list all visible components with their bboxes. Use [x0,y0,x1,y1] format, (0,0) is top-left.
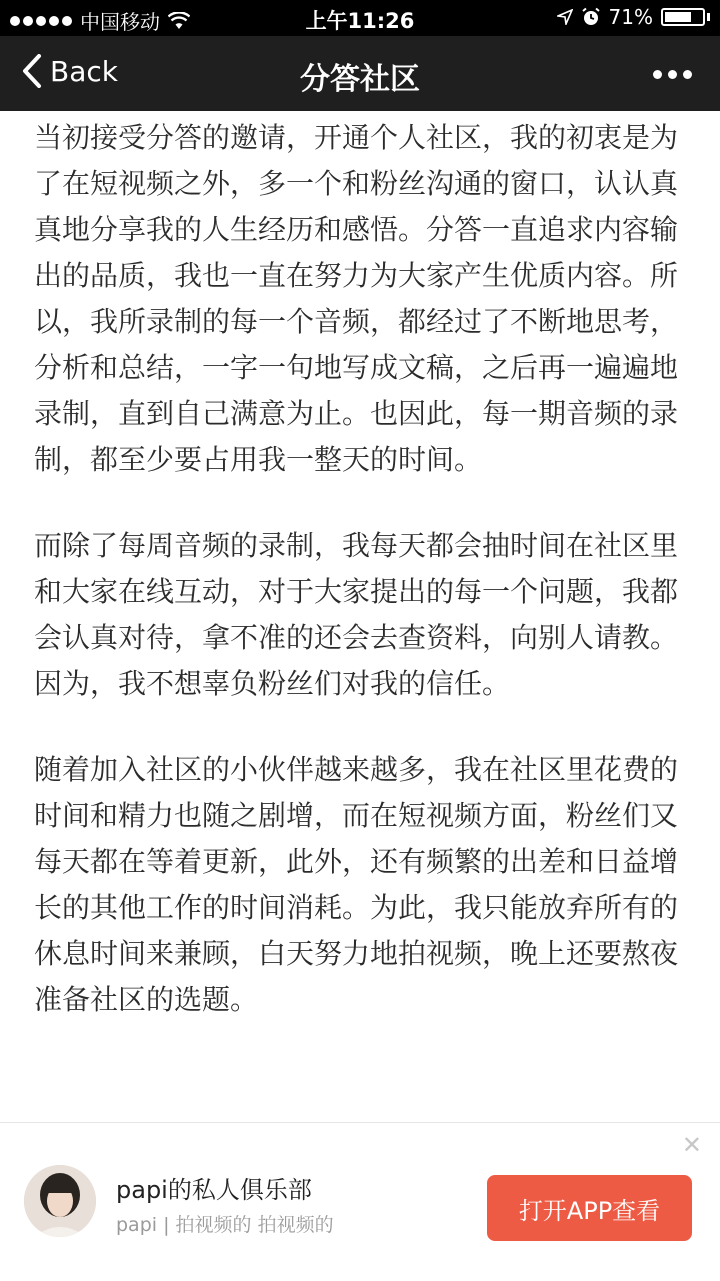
status-right [557,5,710,29]
back-label: Back [50,54,118,88]
battery-icon [661,8,705,26]
battery-fill [665,12,691,22]
article-paragraph: 当初接受分答的邀请，开通个人社区，我的初衷是为了在短视频之外，多一个和粉丝沟通的窗口，认认真真地分享我的人生经历和感悟。分答一直追求内容输出的品质，我也一直在努力为大家产生优质内容。所以，我所录制的每一个音频，都经过了不断地思考，分析和总结，一字一句地写成文稿，之后再一遍遍地录制，直到自己满意为止。也因此，每一期音频的录制，都至少要占用我一整天的时间。 [34,121,679,476]
club-title: papi的私人俱乐部 [116,1176,312,1204]
app-download-banner [0,1122,720,1281]
battery-nub [707,13,710,21]
article-paragraph: 随着加入社区的小伙伴越来越多，我在社区里花费的时间和精力也随之剧增，而在短视频方面，粉丝们又每天都在等着更新，此外，还有频繁的出差和日益增长的其他工作的时间消耗。为此，我只能放弃所有的休息时间来兼顾，白天努力地拍视频，晚上还要熬夜准备社区的选题。 [34,753,679,1016]
alarm-icon [581,7,601,27]
more-dot-icon [683,70,692,79]
page-title: 分答社区 [300,62,420,97]
location-arrow-icon [557,9,573,25]
close-icon[interactable]: ✕ [681,1131,702,1159]
carrier-name: 中国移动 [80,10,160,34]
more-options-button[interactable] [653,70,692,79]
battery-percent: 71% [608,5,653,29]
more-dot-icon [668,70,677,79]
more-dot-icon [653,70,662,79]
status-bar [0,0,720,36]
status-time: 上午11:26 [305,9,415,33]
article-content [34,111,684,1063]
article-paragraph: 而除了每周音频的录制，我每天都会抽时间在社区里和大家在线互动，对于大家提出的每一个问题，我都会认真对待，拿不准的还会去查资料，向别人请教。因为，我不想辜负粉丝们对我的信任。 [34,529,679,700]
avatar [24,1165,96,1237]
nav-bar [0,36,720,111]
club-subtitle: papi | 拍视频的 拍视频的 [116,1214,334,1236]
open-app-button[interactable]: 打开APP查看 [487,1175,692,1241]
